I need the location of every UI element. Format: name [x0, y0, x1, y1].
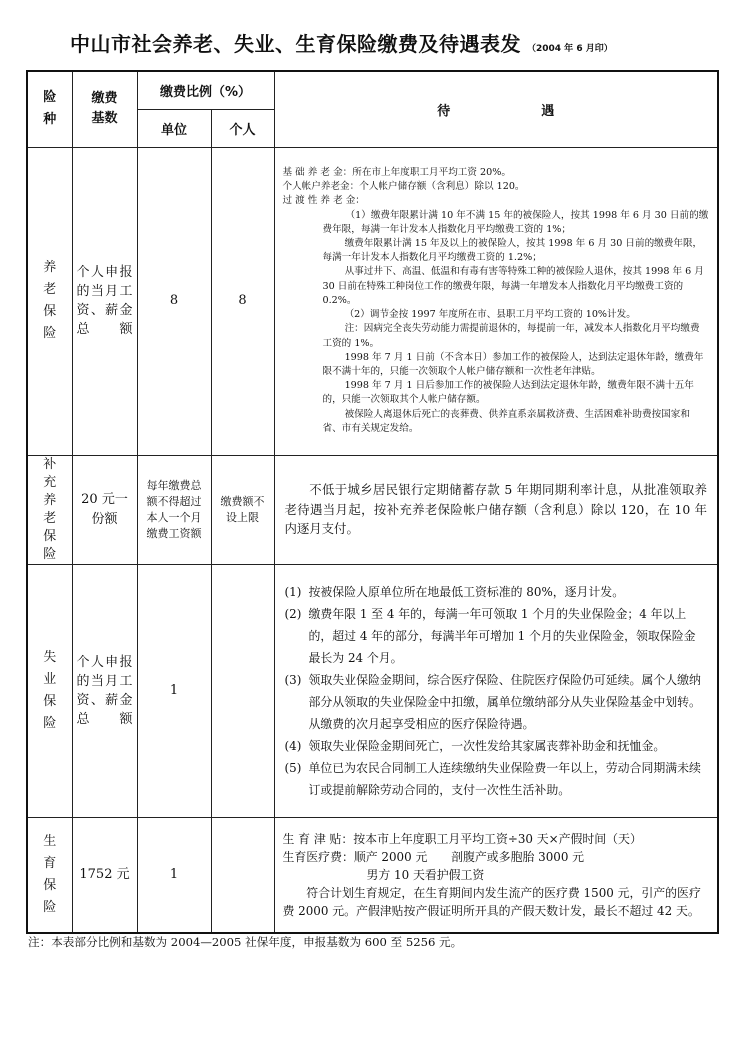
row-unemployment — [27, 564, 718, 817]
maternity-benefits — [274, 817, 718, 933]
header-employer: 单位 — [137, 109, 211, 147]
pension-individual: 8 — [211, 147, 274, 455]
maternity-benefit-paternity: 男方 10 天看护假工资 — [366, 867, 485, 882]
unemployment-name-cell — [27, 564, 72, 817]
page-title — [70, 28, 613, 57]
header-ratio: 缴费比例（%） — [137, 71, 274, 109]
supplementary-name: 补充养老保险 — [43, 456, 57, 562]
pension-name-cell — [27, 147, 72, 455]
pension-benefit-rule-1: （1）缴费年限累计满 10 年不满 15 年的被保险人，按其 1998 年 6 月 30 日前的缴费年限，每满一年计发本人指数化月平均缴费工资的 1%； — [322, 209, 709, 235]
maternity-individual — [211, 817, 274, 933]
supplementary-benefits — [274, 455, 718, 564]
unemployment-employer: 1 — [137, 564, 211, 817]
row-maternity — [27, 817, 718, 933]
maternity-name: 生育保险 — [43, 833, 57, 915]
header-insurance-type: 险种 — [27, 71, 72, 147]
row-pension — [27, 147, 718, 455]
row-supplementary — [27, 455, 718, 564]
maternity-name-cell — [27, 817, 72, 933]
supplementary-name-cell — [27, 455, 72, 564]
unemployment-benefits — [274, 564, 718, 817]
maternity-base: 1752 元 — [72, 817, 137, 933]
pension-benefit-note: 注：因病完全丧失劳动能力需提前退休的，每提前一年，减发本人指数化月平均缴费工资的 1%。 — [322, 323, 700, 349]
pension-benefit-after-1998: 1998 年 7 月 1 日后参加工作的被保险人达到法定退休年龄，缴费年限不满十五年的，只能一次领取其个人帐户储存额。 — [322, 380, 694, 406]
unemployment-base: 个人申报的当月工资、薪金总额 — [76, 654, 133, 727]
header-individual: 个人 — [211, 109, 274, 147]
footnote: 注：本表部分比例和基数为 2004—2005 社保年度，申报基数为 600 至 5256 元。 — [28, 935, 463, 949]
header-base: 缴费基数 — [72, 71, 137, 147]
unemployment-name: 失业保险 — [43, 649, 57, 731]
list-item: (1) 按被保险人原单位所在地最低工资标准的 80%，逐月计发。 — [284, 584, 625, 599]
pension-base: 个人申报的当月工资、薪金总额 — [76, 265, 133, 337]
title-print-date: （2004 年 6 月印） — [527, 44, 613, 54]
pension-benefits — [274, 147, 718, 455]
list-item: (5) 单位已为农民合同制工人连续缴纳失业保险费一年以上，劳动合同期满未续订或提前解除劳动合同的，支付一次性生活补助。 — [284, 760, 701, 797]
pension-benefit-funeral: 被保险人离退休后死亡的丧葬费、供养直系亲属救济费、生活困难补助费按国家和省、市有关规定发给。 — [322, 408, 690, 434]
unemployment-base-cell — [72, 564, 137, 817]
pension-benefit-special: 从事过井下、高温、低温和有毒有害等特殊工种的被保险人退休，按其 1998 年 6 月 30 日前在特殊工种岗位工作的缴费年限，每满一年增发本人指数化月平均缴费工资的 0.2%。 — [322, 266, 704, 306]
pension-employer: 8 — [137, 147, 211, 455]
supplementary-employer: 每年缴费总额不得超过本人一个月缴费工资额 — [137, 455, 211, 564]
maternity-benefit-medical: 生育医疗费：顺产 2000 元 剖腹产或多胞胎 3000 元 — [282, 849, 585, 864]
title-main: 中山市社会养老、失业、生育保险缴费及待遇表发 — [70, 32, 521, 56]
unemployment-individual — [211, 564, 274, 817]
pension-benefit-transition: 过 渡 性 养 老 金： — [282, 195, 365, 207]
pension-benefit-basic: 基 础 养 老 金：所在市上年度职工月平均工资 20%。 — [282, 167, 511, 179]
pension-benefit-rule-1b: 缴费年限累计满 15 年及以上的被保险人，按其 1998 年 6 月 30 日前的缴费年限，每满一年计发本人指数化月平均缴费工资的 1.2%； — [322, 238, 703, 264]
pension-benefit-before-1998: 1998 年 7 月 1 日前（不含本日）参加工作的被保险人，达到法定退休年龄，缴费年限不满十年的，只能一次领取个人帐户储存额和一次性老年津贴。 — [322, 351, 704, 377]
list-item: (2) 缴费年限 1 至 4 年的，每满一年可领取 1 个月的失业保险金；4 年以上的，超过 4 年的部分，每满半年可增加 1 个月的失业保险金，领取保险金最长为 24 个月。 — [284, 606, 696, 665]
maternity-employer: 1 — [137, 817, 211, 933]
list-item: (4) 领取失业保险金期间死亡，一次性发给其家属丧葬补助金和抚恤金。 — [284, 738, 666, 753]
list-item: (3) 领取失业保险金期间，综合医疗保险、住院医疗保险仍可延续。属个人缴纳部分从领取的失业保险金中扣缴，属单位缴纳部分从失业保险基金中划转。从缴费的次月起享受相应的医疗保险待遇。 — [284, 672, 701, 731]
pension-benefit-account: 个人帐户养老金：个人帐户储存额（含利息）除以 120。 — [282, 181, 525, 193]
maternity-benefit-allowance: 生 育 津 贴：按本市上年度职工月平均工资÷30 天×产假时间（天） — [282, 831, 642, 846]
insurance-table — [26, 70, 719, 934]
header-row — [27, 71, 718, 109]
header-benefits: 待 遇 — [274, 71, 718, 147]
maternity-benefit-planning: 符合计划生育规定，在生育期间内发生流产的医疗费 1500 元，引产的医疗费 2000 元。产假津贴按产假证明所开具的产假天数计发，最长不超过 42 天。 — [282, 885, 701, 918]
pension-name: 养老保险 — [43, 260, 57, 341]
supplementary-base: 20 元一份额 — [72, 455, 137, 564]
supplementary-individual: 缴费额不设上限 — [211, 455, 274, 564]
pension-benefit-rule-2: （2）调节金按 1997 年度所在市、县职工月平均工资的 10%计发。 — [344, 309, 636, 321]
supplementary-benefit-text: 不低于城乡居民银行定期储蓄存款 5 年期同期利率计息，从批准领取养老待遇当月起，按补充养老保险帐户储存额（含利息）除以 120，在 10 年内逐月支付。 — [284, 481, 707, 537]
pension-base-cell — [72, 147, 137, 455]
